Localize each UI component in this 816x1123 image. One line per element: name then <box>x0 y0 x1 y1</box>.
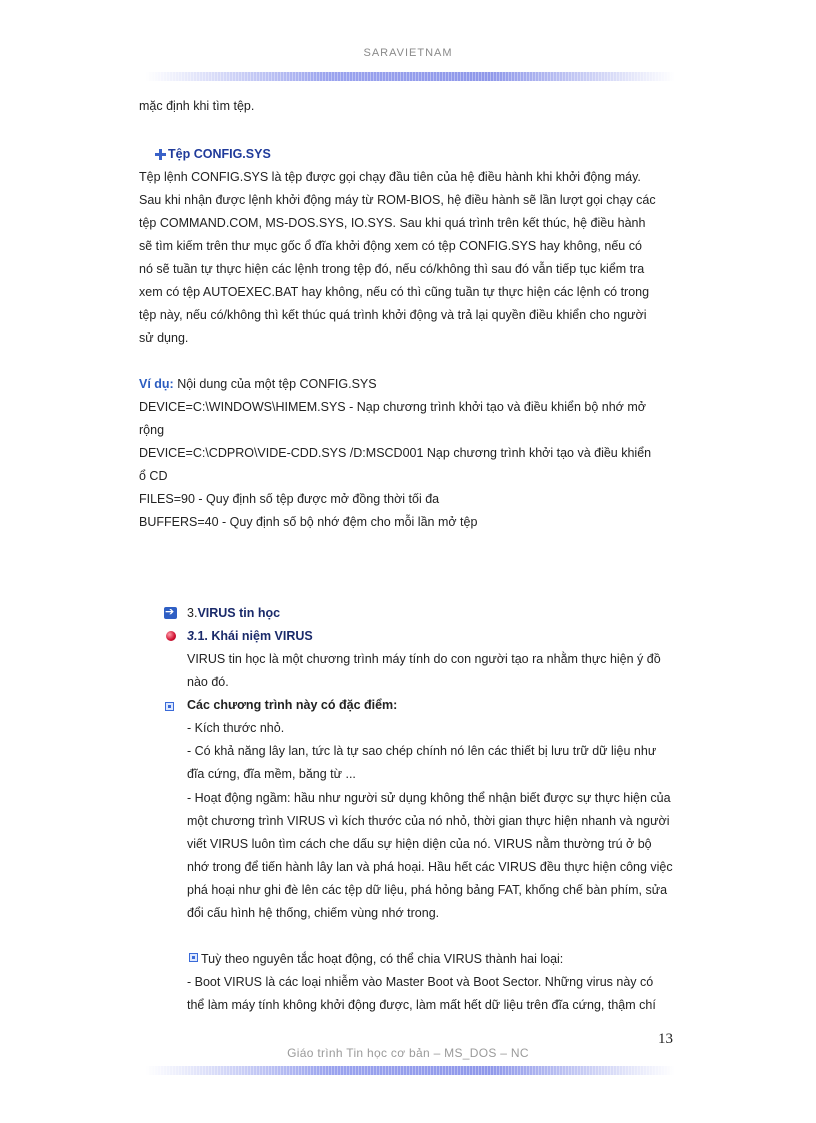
config-heading <box>155 146 271 162</box>
features-heading: Các chương trình này có đặc điểm: <box>187 698 398 712</box>
config-heading-text: Tệp CONFIG.SYS <box>168 147 271 161</box>
feature-line: - Có khả năng lây lan, tức là tự sao chép chính nó lên các thiết bị lưu trữ dữ liệu như <box>187 744 657 758</box>
square-bullet-icon <box>189 953 198 962</box>
feature-line: - Kích thước nhỏ. <box>187 721 285 735</box>
feature-line: nhớ trong để tiến hành lây lan và phá hoại. Hầu hết các VIRUS đều thực hiện công việc <box>187 860 673 874</box>
config-line: sẽ tìm kiếm trên thư mục gốc ổ đĩa khởi động xem có tệp CONFIG.SYS hay không, nếu có <box>139 239 642 253</box>
example-line: FILES=90 - Quy định số tệp được mở đồng thời tối đa <box>139 492 440 506</box>
footer-text: Giáo trình Tin học cơ bản – MS_DOS – NC <box>287 1046 529 1060</box>
types-intro <box>189 951 563 967</box>
virus-definition-line: VIRUS tin học là một chương trình máy tính do con người tạo ra nhằm thực hiện ý đồ <box>187 652 661 666</box>
header-bar <box>145 72 675 81</box>
types-line: - Boot VIRUS là các loại nhiễm vào Master Boot và Boot Sector. Những virus này có <box>187 975 654 989</box>
section-3-1-title: 1. Khái niệm VIRUS <box>197 629 313 643</box>
feature-line: đĩa cứng, đĩa mềm, băng từ ... <box>187 767 356 781</box>
header-title: SARAVIETNAM <box>363 47 453 59</box>
page-number: 13 <box>658 1031 673 1047</box>
feature-line: đổi cấu hình hệ thống, chiếm vùng nhớ trong. <box>187 906 440 920</box>
red-ball-icon <box>166 631 176 641</box>
virus-definition-line: nào đó. <box>187 675 229 689</box>
feature-line: viết VIRUS luôn tìm cách che dấu sự hiện diện của nó. VIRUS nằm thường trú ở bộ <box>187 837 652 851</box>
feature-line: phá hoại như ghi đè lên các tệp dữ liệu, phá hỏng bảng FAT, khống chế bàn phím, sửa <box>187 883 668 897</box>
example-line: DEVICE=C:\WINDOWS\HIMEM.SYS - Nạp chương trình khởi tạo và điều khiển bộ nhớ mở <box>139 400 646 414</box>
example-text: Nội dung của một tệp CONFIG.SYS <box>173 377 377 391</box>
config-line: xem có tệp AUTOEXEC.BAT hay không, nếu có thì cũng tuần tự thực hiện các lệnh có trong <box>139 285 650 299</box>
config-line: Tệp lệnh CONFIG.SYS là tệp được gọi chạy đầu tiên của hệ điều hành khi khởi động máy. <box>139 170 641 184</box>
config-line: nó sẽ tuần tự thực hiện các lệnh trong tệp đó, nếu có/không thì sau đó vẫn tiếp tục kiểm tra <box>139 262 645 276</box>
config-line: tệp COMMAND.COM, MS-DOS.SYS, IO.SYS. Sau khi quá trình trên kết thúc, hệ điều hành <box>139 216 646 230</box>
footer-bar <box>145 1066 675 1075</box>
plus-bullet-icon <box>155 149 166 160</box>
feature-line: một chương trình VIRUS vì kích thước của nó nhỏ, thời gian thực hiện nhanh và người <box>187 814 670 828</box>
section-3-title: VIRUS tin học <box>197 606 281 620</box>
example-line: rộng <box>139 423 165 437</box>
example-heading <box>139 376 377 392</box>
section-3-1-number: 3. <box>187 629 198 643</box>
types-line: thể làm máy tính không khởi động được, làm mất hết dữ liệu trên đĩa cứng, thậm chí <box>187 998 656 1012</box>
config-line: tệp này, nếu có/không thì kết thúc quá trình khởi động và trả lại quyền điều khiển cho người <box>139 308 647 322</box>
square-bullet-icon <box>165 702 174 711</box>
types-intro-text: Tuỳ theo nguyên tắc hoạt động, có thể chia VIRUS thành hai loại: <box>201 952 564 966</box>
paragraph-continuation: mặc định khi tìm tệp. <box>139 99 255 113</box>
example-label: Ví dụ: <box>139 377 174 391</box>
example-line: DEVICE=C:\CDPRO\VIDE-CDD.SYS /D:MSCD001 Nạp chương trình khởi tạo và điều khiển <box>139 446 652 460</box>
config-line: sử dụng. <box>139 331 189 345</box>
section-3-number: 3. <box>187 606 198 620</box>
feature-line: - Hoạt động ngầm: hầu như người sử dụng không thể nhận biết được sự thực hiện của <box>187 791 671 805</box>
example-line: BUFFERS=40 - Quy định số bộ nhớ đệm cho mỗi lần mở tệp <box>139 515 478 529</box>
arrow-right-icon <box>164 607 177 619</box>
config-line: Sau khi nhận được lệnh khởi động máy từ ROM-BIOS, hệ điều hành sẽ lần lượt gọi chạy các <box>139 193 656 207</box>
section-3-heading <box>187 605 280 621</box>
example-line: ổ CD <box>139 469 168 483</box>
section-3-1-heading <box>187 628 313 644</box>
